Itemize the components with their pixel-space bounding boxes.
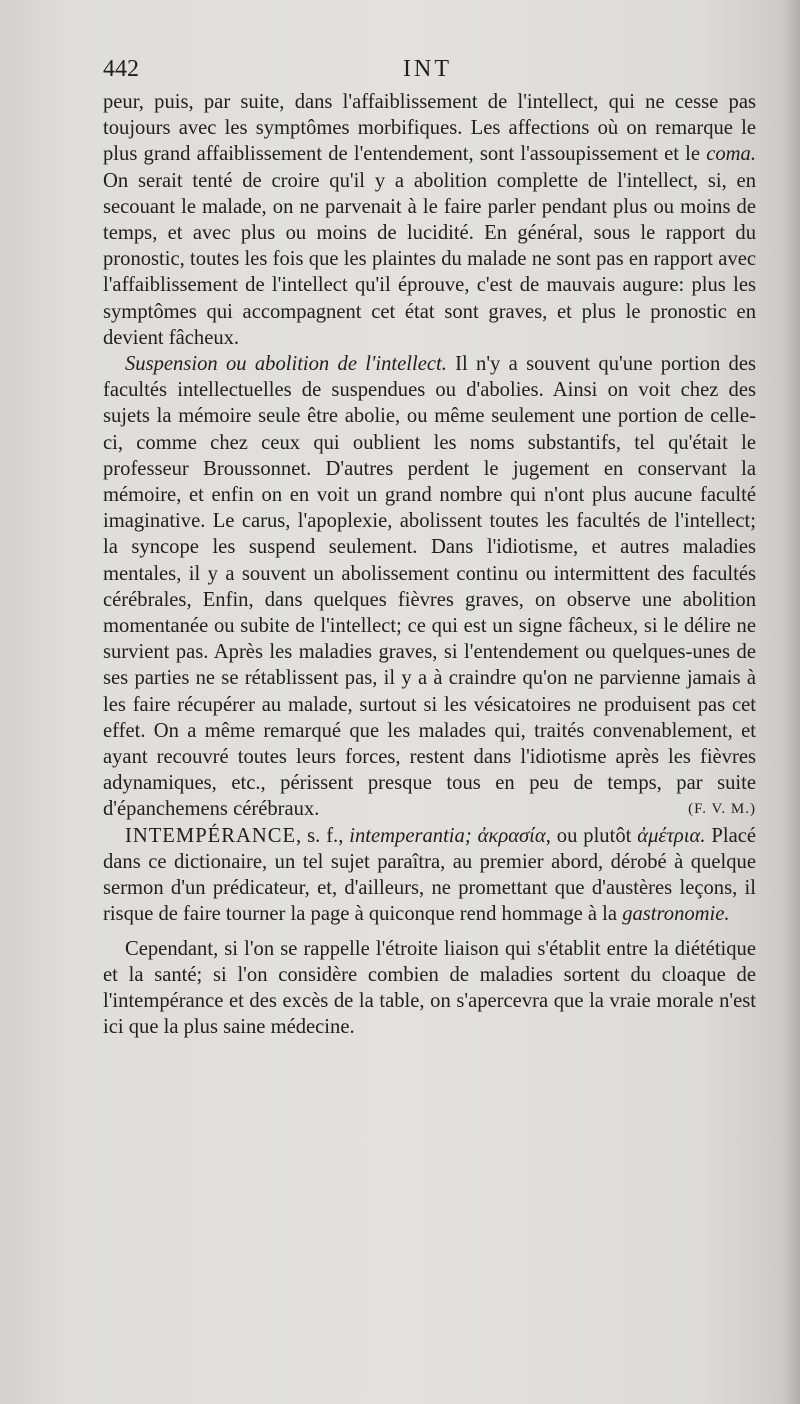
paragraph-1-text: peur, puis, par suite, dans l'affaiblissement de l'intellect, qui ne cesse pas toujours avec les symptômes morbifiques. Les affections où on remarque le plus grand affaiblissement de l'entendement, sont l'assoupissement et le (103, 91, 756, 166)
entry-latin: intemperantia; (349, 824, 472, 847)
paragraph-2-text: Il n'y a souvent qu'une portion des facultés intellectuelles de suspendues ou d'abolies. Ainsi on voit chez des sujets la mémoire seule être abolie, ou même seulement une portion de celle-ci, comme chez ceux qui oublient les noms substantifs, tel qu'était le professeur Broussonnet. D'autres perdent le jugement en conservant la mémoire, et enfin on en voit un grand nombre qui n'ont plus aucune faculté imaginative. Le carus, l'apoplexie, abolissent toutes les facultés de l'intellect; la syncope les suspend seulement. Dans l'idiotisme, et autres maladies mentales, il y a souvent un abolissement continu ou intermittent des facultés cérébrales, Enfin, dans quelques fièvres graves, on observe une abolition momentanée ou subite de l'intellect; ce qui est un signe fâcheux, si le délire ne survient pas. Après les maladies graves, si l'entendement ou quelques-unes de ses parties ne se rétablissent pas, il y a à craindre qu'on ne parvienne jamais à les faire récupérer au malade, surtout si les vésicatoires ne produisent pas cet effet. On a même remarqué que les malades qui, traités convenablement, et ayant recouvré toutes leurs forces, restent dans l'idiotisme après les fièvres adynamiques, etc., périssent presque tous en peu de temps, par suite d'épanchemens cérébraux. (103, 353, 756, 821)
suspension-heading: Suspension ou abolition de l'intellect. (125, 353, 447, 376)
paragraph-affaiblissement (103, 89, 756, 351)
body-text (103, 89, 756, 1040)
entry-gastronomie: gastronomie. (622, 903, 730, 926)
entry-text: Placé dans ce dictionaire, un tel sujet paraîtra, au premier abord, dérobé à quelque sermon d'un prédicateur, et, d'ailleurs, ne promettant que d'austères leçons, il risque de faire tourner la page à quiconque rend hommage à la (103, 824, 757, 926)
running-head: INT (403, 56, 452, 82)
page-header (103, 56, 763, 90)
entry-grammar: , s. f., (296, 824, 350, 847)
paragraph-cependant: Cependant, si l'on se rappelle l'étroite liaison qui s'établit entre la diététique et la santé; si l'on considère combien de maladies sortent du cloaque de l'intempérance et des excès de la table, on s'apercevra que la vraie morale n'est ici que la plus saine médecine. (103, 937, 756, 1039)
entry-greek-2: ἀμέτρια. (637, 824, 706, 847)
author-signature: (F. V. M.) (688, 801, 756, 818)
page-number: 442 (103, 56, 139, 82)
paragraph-suspension (103, 351, 756, 823)
entry-intemperance (103, 823, 756, 928)
page-gutter-shadow (782, 0, 800, 1404)
coma-term: coma. (706, 143, 756, 166)
entry-greek-1: ἀκρασία (477, 824, 546, 847)
paragraph-1-rest: On serait tenté de croire qu'il y a abolition complette de l'intellect, si, en secouant le malade, on ne parvenait à le faire parler pendant plus ou moins de temps, et avec plus ou moins de lucidité. En général, sous le rapport du pronostic, toutes les fois que les plaintes du malade ne sont pas en rapport avec l'affaiblissement de l'intellect qu'il éprouve, c'est de mauvais augure: plus les symptômes qui accompagnent cet état sont graves, et plus le pronostic en devient fâcheux. (103, 169, 756, 349)
entry-headword: INTEMPÉRANCE (125, 824, 297, 847)
entry-connector: , ou plutôt (545, 824, 638, 847)
